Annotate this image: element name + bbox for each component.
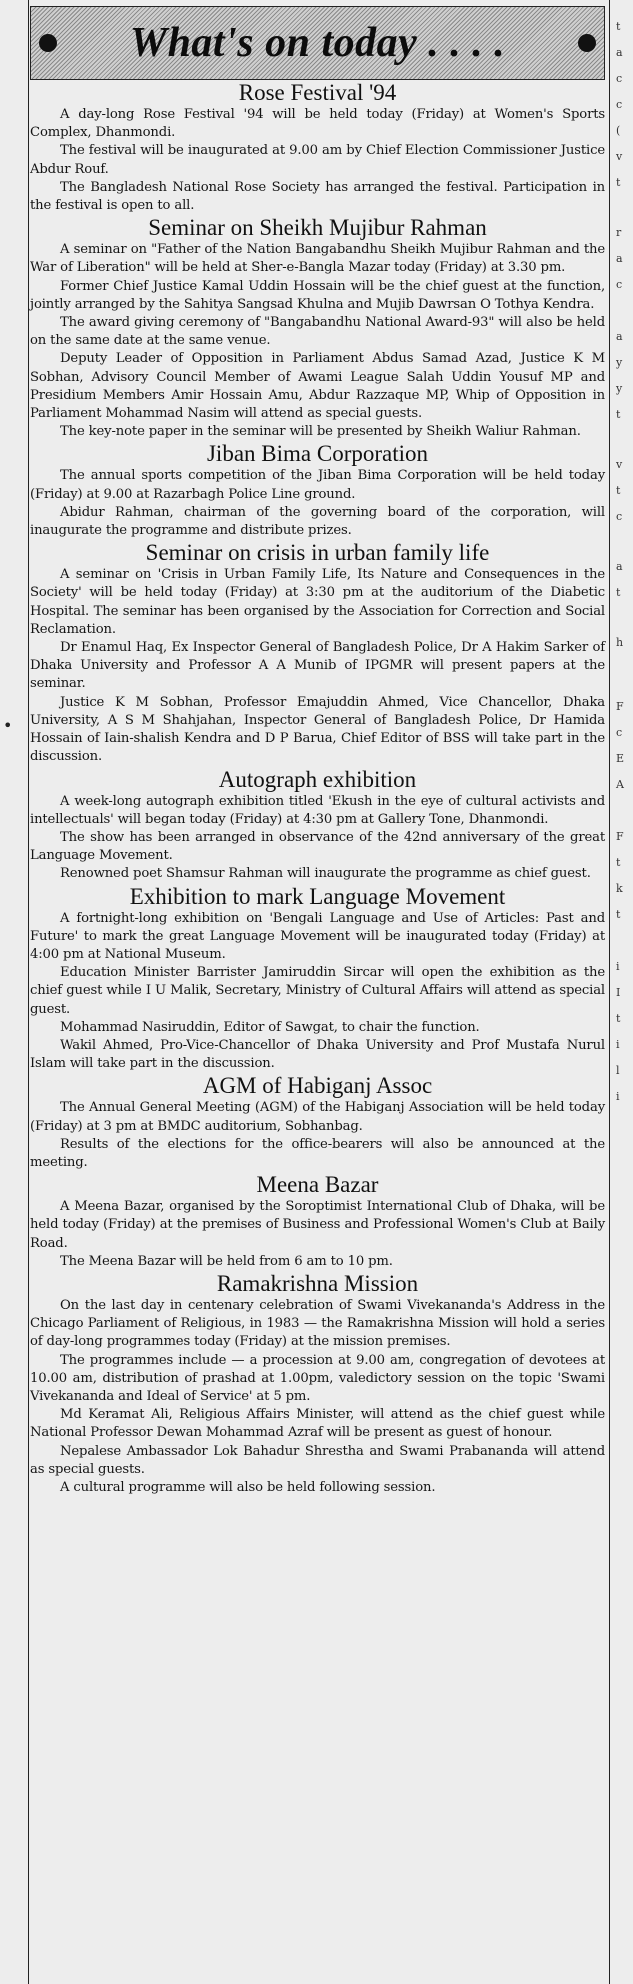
gutter-letter: F — [616, 830, 624, 843]
gutter-letter: c — [616, 98, 623, 111]
gutter-letter: t — [616, 20, 621, 33]
event-paragraph: The Annual General Meeting (AGM) of the Habiganj Association will be held today (Friday) at 3 pm at BMDC auditorium, Sobhanbag. — [30, 1100, 605, 1134]
event-paragraph: A Meena Bazar, organised by the Soroptimist International Club of Dhaka, will be held today (Friday) at the premises of Business and Professional Women's Club at Baily Road. — [30, 1199, 605, 1251]
event-paragraph: A day-long Rose Festival '94 will be held today (Friday) at Women's Sports Complex, Dhanmondi. — [30, 107, 605, 141]
gutter-letter: c — [616, 726, 623, 739]
event-item — [30, 215, 605, 441]
event-paragraph: On the last day in centenary celebration of Swami Vivekananda's Address in the Chicago Parliament of Religious, in 1983 — the Ramakrishna Mission will hold a series of day-long programmes today (Friday) at the mission premises. — [30, 1297, 605, 1350]
gutter-letter: k — [616, 882, 623, 895]
event-item — [30, 1271, 605, 1497]
gutter-letter: r — [616, 226, 622, 239]
bullet-left-icon — [39, 34, 57, 52]
event-item — [30, 540, 605, 766]
event-paragraph: Mohammad Nasiruddin, Editor of Sawgat, to chair the function. — [60, 1019, 480, 1035]
event-paragraph: The programmes include — a procession at 9.00 am, congregation of devotees at 10.00 am, distribution of prashad at 1.00pm, valedictory session on the topic 'Swami Vivekananda and Ideal of Service' at 5 pm. — [30, 1352, 605, 1404]
gutter-letter: F — [616, 700, 624, 713]
gutter-letter: i — [616, 1038, 620, 1051]
gutter-letter: t — [616, 408, 621, 421]
event-heading: Ramakrishna Mission — [216, 1270, 419, 1296]
event-paragraph: A fortnight-long exhibition on 'Bengali Language and Use of Articles: Past and Future' to mark the great Language Movement will be inaugurated today (Friday) at 4:00 pm at National Museum. — [30, 910, 605, 962]
gutter-letter: t — [616, 176, 621, 189]
event-paragraph: Results of the elections for the office-bearers will also be announced at the meeting. — [30, 1136, 605, 1170]
event-heading: Seminar on crisis in urban family life — [145, 540, 490, 566]
event-heading: Jiban Bima Corporation — [206, 441, 429, 467]
gutter-letter: y — [616, 382, 623, 395]
gutter-letter: i — [616, 1090, 620, 1103]
column-rule-left — [28, 0, 29, 1984]
section-masthead — [30, 6, 605, 80]
gutter-letter: ( — [616, 124, 621, 137]
gutter-letter: c — [616, 72, 623, 85]
gutter-letter: a — [616, 46, 623, 59]
margin-mark: • — [3, 716, 13, 735]
event-paragraph: Abidur Rahman, chairman of the governing board of the corporation, will inaugurate the programme and distribute prizes. — [30, 504, 605, 539]
event-paragraph: The annual sports competition of the Jiban Bima Corporation will be held today (Friday) at 9.00 at Razarbagh Police Line ground. — [30, 468, 605, 502]
gutter-letter: t — [616, 856, 621, 869]
gutter-letter: v — [616, 458, 623, 471]
event-heading: Rose Festival '94 — [238, 80, 397, 105]
gutter-letter: A — [616, 778, 624, 791]
event-heading: Meena Bazar — [256, 1172, 379, 1198]
event-paragraph: Dr Enamul Haq, Ex Inspector General of Bangladesh Police, Dr A Hakim Sarker of Dhaka University and Professor A A Munib of IPGMR will present papers at the seminar. — [30, 640, 605, 692]
gutter-letter: v — [616, 150, 623, 163]
gutter-letter: t — [616, 484, 621, 497]
gutter-letter: I — [616, 986, 621, 999]
gutter-letter: t — [616, 1012, 621, 1025]
events-column — [30, 0, 605, 1497]
event-paragraph: Wakil Ahmed, Pro-Vice-Chancellor of Dhaka University and Prof Mustafa Nurul Islam will take part in the discussion. — [30, 1037, 605, 1072]
event-item — [30, 884, 605, 1074]
gutter-letter: i — [616, 960, 620, 973]
gutter-letter: c — [616, 278, 623, 291]
event-item — [30, 441, 605, 540]
event-paragraph: A seminar on "Father of the Nation Bangabandhu Sheikh Mujibur Rahman and the War of Liberation" will be held at Sher-e-Bangla Mazar today (Friday) at 3.30 pm. — [30, 242, 605, 276]
event-paragraph: The Meena Bazar will be held from 6 am to 10 pm. — [60, 1253, 393, 1269]
event-list — [30, 80, 605, 1497]
event-paragraph: Md Keramat Ali, Religious Affairs Minister, will attend as the chief guest while National Professor Dewan Mohammad Azraf will be present as guest of honour. — [30, 1407, 605, 1441]
column-rule-right — [609, 0, 610, 1984]
event-paragraph: A cultural programme will also be held following session. — [60, 1480, 436, 1495]
event-paragraph: A week-long autograph exhibition titled 'Ekush in the eye of cultural activists and intellectuals' will began today (Friday) at 4:30 pm at Gallery Tone, Dhanmondi. — [30, 793, 605, 827]
gutter-letter: l — [616, 1064, 620, 1077]
event-heading: AGM of Habiganj Assoc — [202, 1073, 433, 1099]
event-item — [30, 767, 605, 884]
event-heading: Exhibition to mark Language Movement — [129, 883, 506, 909]
event-heading: Seminar on Sheikh Mujibur Rahman — [148, 215, 487, 241]
gutter-letter: t — [616, 586, 621, 599]
event-item — [30, 1073, 605, 1172]
gutter-letter: t — [616, 908, 621, 921]
gutter-letter: c — [616, 510, 623, 523]
section-title: What's on today . . . . — [129, 20, 506, 66]
adjacent-column-edge — [614, 0, 633, 1984]
event-heading: Autograph exhibition — [218, 766, 417, 792]
event-paragraph: The key-note paper in the seminar will be presented by Sheikh Waliur Rahman. — [60, 424, 581, 440]
gutter-letter: a — [616, 252, 623, 265]
event-item — [30, 80, 605, 215]
gutter-letter: a — [616, 330, 623, 343]
gutter-letter: h — [616, 636, 624, 649]
gutter-letter: y — [616, 356, 623, 369]
gutter-letter: a — [616, 560, 623, 573]
event-paragraph: A seminar on 'Crisis in Urban Family Life, Its Nature and Consequences in the Society' will be held today (Friday) at 3:30 pm at the auditorium of the Diabetic Hospital. The seminar has been organised by the Association for Correction and Social Reclamation. — [30, 567, 605, 637]
event-item — [30, 1172, 605, 1271]
event-paragraph: Renowned poet Shamsur Rahman will inaugurate the programme as chief guest. — [60, 866, 591, 882]
bullet-right-icon — [578, 34, 596, 52]
event-paragraph: Deputy Leader of Opposition in Parliament Abdus Samad Azad, Justice K M Sobhan, Advisory Council Member of Awami League Salah Uddin Yousuf MP and Presidium Members Amir Hossain Amu, Abdur Razzaque MP, Whip of Opposition in Parliament Mohammad Nasim will attend as special guests. — [30, 351, 605, 422]
event-paragraph: Nepalese Ambassador Lok Bahadur Shrestha and Swami Prabananda will attend as special guests. — [30, 1443, 605, 1477]
event-paragraph: The festival will be inaugurated at 9.00 am by Chief Election Commissioner Justice Abdur Rouf. — [30, 143, 605, 177]
event-paragraph: Former Chief Justice Kamal Uddin Hossain will be the chief guest at the function, jointly arranged by the Sahitya Sangsad Khulna and Mujib Dawrsan O Tothya Kendra. — [30, 278, 605, 312]
event-paragraph: The show has been arranged in observance of the 42nd anniversary of the great Language Movement. — [30, 829, 605, 864]
event-paragraph: The Bangladesh National Rose Society has arranged the festival. Participation in the festival is open to all. — [30, 179, 605, 214]
event-paragraph: Education Minister Barrister Jamiruddin Sircar will open the exhibition as the chief guest while I U Malik, Secretary, Ministry of Cultural Affairs will attend as special guest. — [30, 965, 605, 1017]
event-paragraph: Justice K M Sobhan, Professor Emajuddin Ahmed, Vice Chancellor, Dhaka University, A S M Shahjahan, Inspector General of Bangladesh Police, Dr Hamida Hossain of Iain-shalish Kendra and D P Barua, Chief Editor of BSS will take part in the discussion. — [30, 694, 605, 765]
gutter-letter: E — [616, 752, 625, 765]
event-paragraph: The award giving ceremony of "Bangabandhu National Award-93" will also be held on the same date at the same venue. — [30, 315, 605, 349]
